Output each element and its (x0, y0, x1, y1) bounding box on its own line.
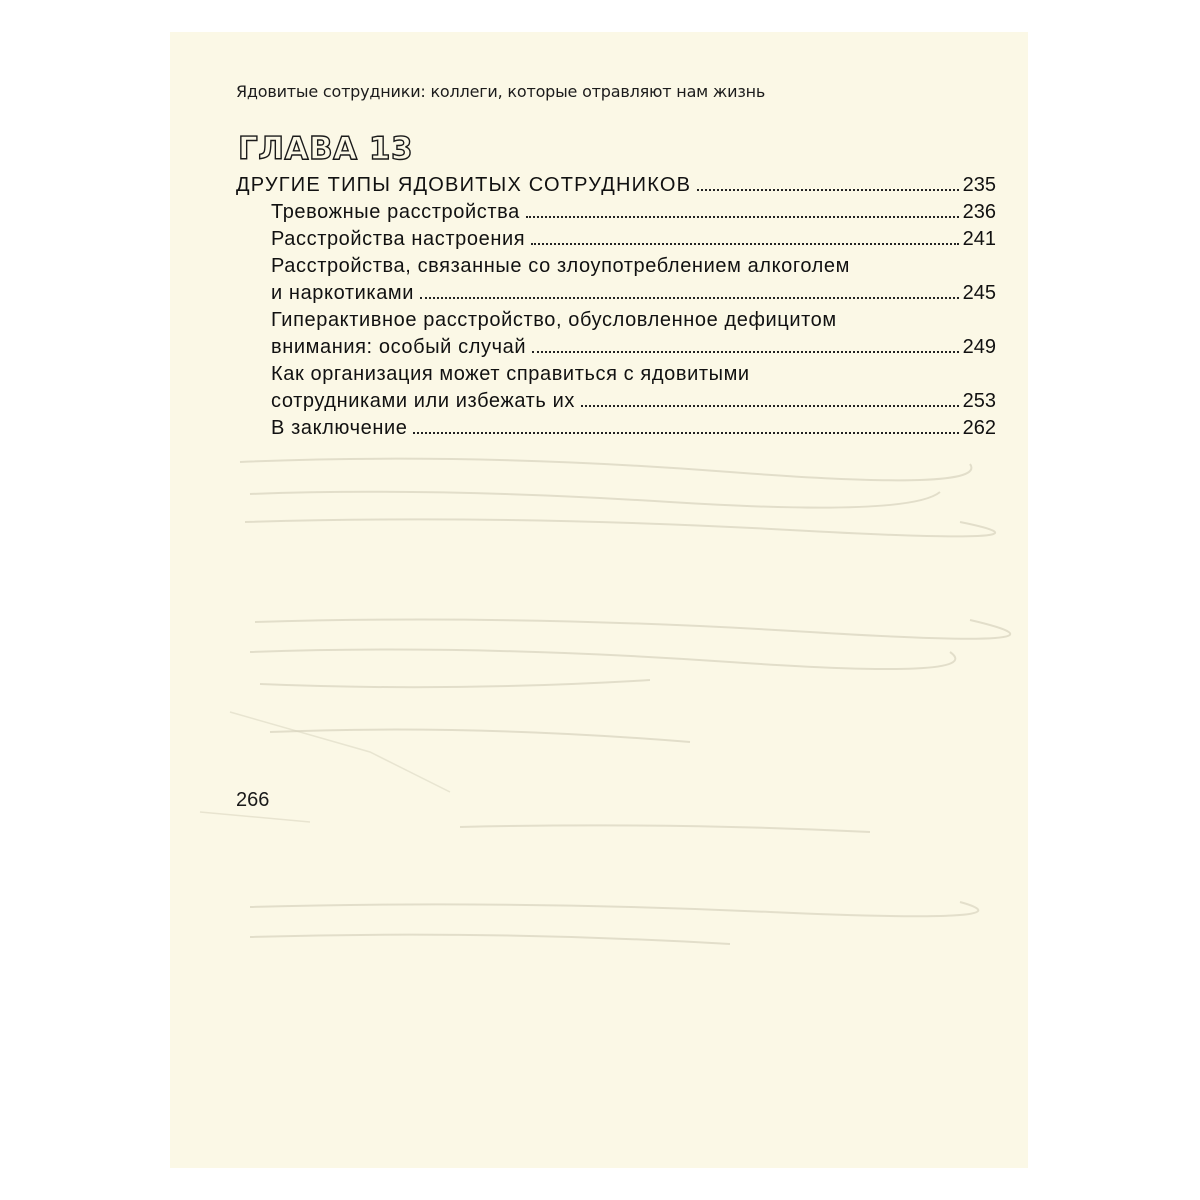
toc-entry-text: внимания: особый случай (271, 336, 527, 358)
toc-entry (236, 199, 996, 226)
dot-leader (413, 432, 958, 434)
toc-entry (236, 334, 996, 361)
toc-page-number: 236 (962, 201, 996, 223)
toc-chapter-title-row (236, 172, 996, 199)
page-number: 266 (236, 789, 270, 811)
chapter-label: ГЛАВА 13 (238, 131, 414, 167)
toc-entry-text: сотрудниками или избежать их (271, 390, 575, 412)
toc-entry (236, 226, 996, 253)
book-page (170, 32, 1028, 1168)
toc-entry (236, 280, 996, 307)
toc-chapter-title: ДРУГИЕ ТИПЫ ЯДОВИТЫХ СОТРУДНИКОВ (236, 174, 692, 196)
dot-leader (531, 243, 958, 245)
toc-entry-first-line: Расстройства, связанные со злоупотреблением алкоголем (271, 255, 850, 277)
table-of-contents (236, 172, 996, 442)
toc-page-number: 245 (962, 282, 996, 304)
toc-entry-text: Тревожные расстройства (271, 201, 520, 223)
toc-entry (236, 388, 996, 415)
toc-page-number: 241 (962, 228, 996, 250)
toc-entry-text: и наркотиками (271, 282, 415, 304)
toc-entry (236, 415, 996, 442)
toc-page-number: 262 (962, 417, 996, 439)
dot-leader (697, 189, 958, 191)
toc-page-number: 253 (962, 390, 996, 412)
toc-entry-first-line: Как организация может справиться с ядовитыми (271, 363, 750, 385)
toc-page-number: 249 (962, 336, 996, 358)
dot-leader (581, 405, 959, 407)
toc-entry-text: В заключение (271, 417, 408, 439)
dot-leader (532, 351, 959, 353)
running-head: Ядовитые сотрудники: коллеги, которые отравляют нам жизнь (236, 82, 766, 101)
toc-entry-first-line: Гиперактивное расстройство, обусловленное дефицитом (271, 309, 837, 331)
dot-leader (526, 216, 959, 218)
toc-page-number: 235 (962, 174, 996, 196)
dot-leader (420, 297, 959, 299)
toc-entry-text: Расстройства настроения (271, 228, 526, 250)
